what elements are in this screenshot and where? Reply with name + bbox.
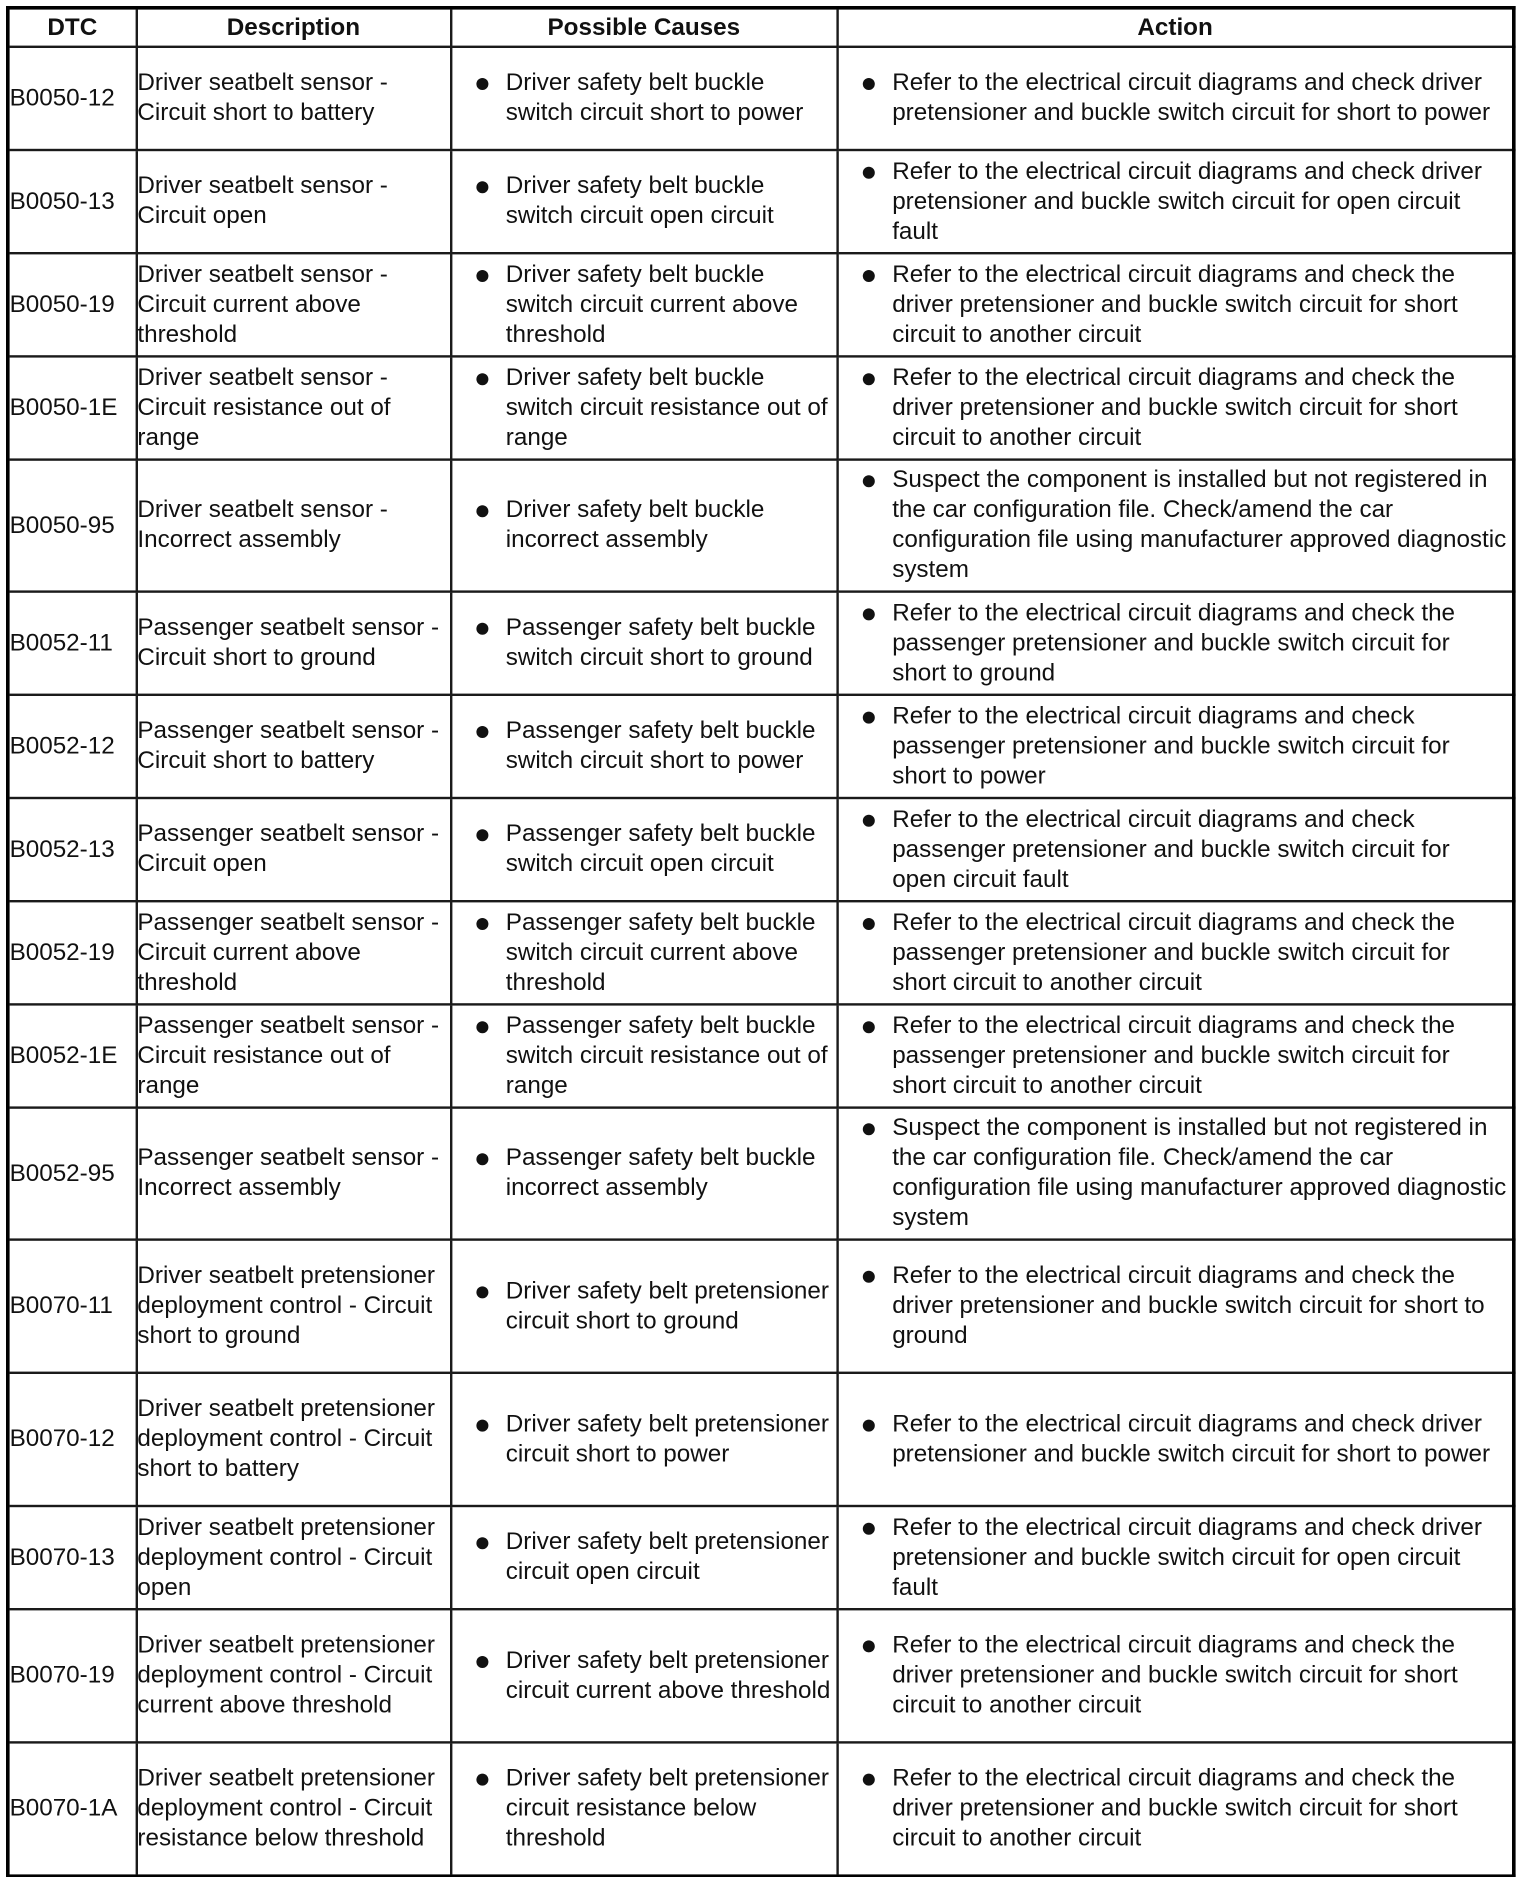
description-cell: Driver seatbelt pretensioner deployment control - Circuit short to battery — [136, 1373, 450, 1506]
cause-cell — [451, 47, 837, 150]
cause-cell — [451, 1108, 837, 1240]
description-cell: Passenger seatbelt sensor - Circuit short to battery — [136, 695, 450, 798]
action-cell — [837, 1240, 1514, 1373]
cause-bullet: Driver safety belt pretensioner circuit short to ground — [452, 1276, 836, 1336]
cause-bullet: Driver safety belt buckle switch circuit open circuit — [452, 172, 836, 232]
cause-cell — [451, 695, 837, 798]
dtc-code: B0052-19 — [8, 901, 136, 1004]
table-row — [8, 1609, 1514, 1742]
action-cell — [837, 695, 1514, 798]
description-cell: Driver seatbelt sensor - Circuit open — [136, 150, 450, 253]
action-cell — [837, 1506, 1514, 1609]
dtc-code: B0070-12 — [8, 1373, 136, 1506]
cause-cell — [451, 1506, 837, 1609]
dtc-code: B0070-1A — [8, 1742, 136, 1875]
action-bullet: Refer to the electrical circuit diagrams and check driver pretensioner and buckle switch circuit for short to power — [838, 68, 1512, 128]
header-action: Action — [837, 8, 1514, 47]
action-bullet: Suspect the component is installed but not registered in the car configuration file. Check/amend the car configuration file using manufacturer approved diagnostic system — [838, 466, 1512, 586]
action-cell — [837, 460, 1514, 592]
dtc-code: B0052-12 — [8, 695, 136, 798]
cause-bullet: Passenger safety belt buckle switch circuit short to ground — [452, 613, 836, 673]
cause-bullet: Passenger safety belt buckle incorrect assembly — [452, 1144, 836, 1204]
table-row — [8, 460, 1514, 592]
action-cell — [837, 1004, 1514, 1107]
cause-bullet: Driver safety belt buckle switch circuit short to power — [452, 68, 836, 128]
description-cell: Driver seatbelt sensor - Circuit short to battery — [136, 47, 450, 150]
description-cell: Passenger seatbelt sensor - Circuit open — [136, 798, 450, 901]
dtc-code: B0052-13 — [8, 798, 136, 901]
table-row — [8, 356, 1514, 459]
table-row — [8, 1506, 1514, 1609]
table-row — [8, 592, 1514, 695]
table-row — [8, 798, 1514, 901]
action-cell — [837, 47, 1514, 150]
description-cell: Passenger seatbelt sensor - Circuit current above threshold — [136, 901, 450, 1004]
action-cell — [837, 901, 1514, 1004]
cause-cell — [451, 1609, 837, 1742]
cause-bullet: Driver safety belt buckle incorrect assembly — [452, 496, 836, 556]
table-row — [8, 1240, 1514, 1373]
action-cell — [837, 253, 1514, 356]
dtc-code: B0050-95 — [8, 460, 136, 592]
header-row — [8, 8, 1514, 47]
dtc-code: B0070-13 — [8, 1506, 136, 1609]
action-bullet: Refer to the electrical circuit diagrams and check the driver pretensioner and buckle switch circuit for short circuit to another circuit — [838, 1631, 1512, 1721]
cause-bullet: Driver safety belt pretensioner circuit resistance below threshold — [452, 1764, 836, 1854]
cause-cell — [451, 253, 837, 356]
action-bullet: Refer to the electrical circuit diagrams and check passenger pretensioner and buckle switch circuit for open circuit fault — [838, 805, 1512, 895]
cause-cell — [451, 1373, 837, 1506]
table-row — [8, 47, 1514, 150]
action-bullet: Refer to the electrical circuit diagrams and check the driver pretensioner and buckle switch circuit for short circuit to another circuit — [838, 260, 1512, 350]
dtc-code: B0070-11 — [8, 1240, 136, 1373]
dtc-code: B0050-13 — [8, 150, 136, 253]
action-bullet: Refer to the electrical circuit diagrams and check passenger pretensioner and buckle switch circuit for short to power — [838, 701, 1512, 791]
cause-bullet: Passenger safety belt buckle switch circuit current above threshold — [452, 908, 836, 998]
action-cell — [837, 1373, 1514, 1506]
header-dtc: DTC — [8, 8, 136, 47]
action-cell — [837, 798, 1514, 901]
cause-cell — [451, 798, 837, 901]
cause-bullet: Passenger safety belt buckle switch circuit short to power — [452, 716, 836, 776]
action-bullet: Refer to the electrical circuit diagrams and check driver pretensioner and buckle switch circuit for short to power — [838, 1409, 1512, 1469]
header-possible-causes: Possible Causes — [451, 8, 837, 47]
cause-cell — [451, 901, 837, 1004]
description-cell: Driver seatbelt sensor - Circuit current above threshold — [136, 253, 450, 356]
action-bullet: Refer to the electrical circuit diagrams and check the driver pretensioner and buckle switch circuit for short to ground — [838, 1261, 1512, 1351]
action-cell — [837, 150, 1514, 253]
action-bullet: Refer to the electrical circuit diagrams and check driver pretensioner and buckle switch circuit for open circuit fault — [838, 157, 1512, 247]
action-bullet: Refer to the electrical circuit diagrams and check the passenger pretensioner and buckle switch circuit for short circuit to another circuit — [838, 1011, 1512, 1101]
description-cell: Driver seatbelt sensor - Circuit resistance out of range — [136, 356, 450, 459]
action-cell — [837, 356, 1514, 459]
description-cell: Driver seatbelt sensor - Incorrect assembly — [136, 460, 450, 592]
table-row — [8, 253, 1514, 356]
table-row — [8, 1004, 1514, 1107]
cause-cell — [451, 150, 837, 253]
table-row — [8, 1373, 1514, 1506]
dtc-code: B0070-19 — [8, 1609, 136, 1742]
dtc-code: B0050-19 — [8, 253, 136, 356]
header-description: Description — [136, 8, 450, 47]
action-bullet: Refer to the electrical circuit diagrams and check the passenger pretensioner and buckle switch circuit for short to ground — [838, 598, 1512, 688]
cause-bullet: Passenger safety belt buckle switch circuit open circuit — [452, 820, 836, 880]
table-row — [8, 695, 1514, 798]
action-bullet: Refer to the electrical circuit diagrams and check driver pretensioner and buckle switch circuit for open circuit fault — [838, 1513, 1512, 1603]
dtc-code: B0052-11 — [8, 592, 136, 695]
cause-cell — [451, 356, 837, 459]
table-row — [8, 1742, 1514, 1875]
dtc-code: B0050-12 — [8, 47, 136, 150]
action-bullet: Suspect the component is installed but not registered in the car configuration file. Check/amend the car configuration file using manufacturer approved diagnostic system — [838, 1114, 1512, 1234]
table-row — [8, 150, 1514, 253]
cause-bullet: Driver safety belt buckle switch circuit resistance out of range — [452, 363, 836, 453]
action-cell — [837, 1742, 1514, 1875]
dtc-code: B0052-95 — [8, 1108, 136, 1240]
description-cell: Driver seatbelt pretensioner deployment control - Circuit resistance below threshold — [136, 1742, 450, 1875]
cause-cell — [451, 1240, 837, 1373]
description-cell: Driver seatbelt pretensioner deployment control - Circuit short to ground — [136, 1240, 450, 1373]
description-cell: Driver seatbelt pretensioner deployment control - Circuit open — [136, 1506, 450, 1609]
cause-cell — [451, 592, 837, 695]
action-cell — [837, 1108, 1514, 1240]
description-cell: Passenger seatbelt sensor - Circuit resistance out of range — [136, 1004, 450, 1107]
cause-cell — [451, 1742, 837, 1875]
dtc-code: B0050-1E — [8, 356, 136, 459]
cause-bullet: Driver safety belt pretensioner circuit short to power — [452, 1409, 836, 1469]
cause-bullet: Passenger safety belt buckle switch circuit resistance out of range — [452, 1011, 836, 1101]
table-row — [8, 1108, 1514, 1240]
cause-cell — [451, 1004, 837, 1107]
description-cell: Passenger seatbelt sensor - Circuit short to ground — [136, 592, 450, 695]
cause-bullet: Driver safety belt pretensioner circuit open circuit — [452, 1528, 836, 1588]
table-body — [8, 47, 1514, 1876]
action-bullet: Refer to the electrical circuit diagrams and check the driver pretensioner and buckle switch circuit for short circuit to another circuit — [838, 363, 1512, 453]
description-cell: Driver seatbelt pretensioner deployment control - Circuit current above threshold — [136, 1609, 450, 1742]
cause-bullet: Driver safety belt buckle switch circuit current above threshold — [452, 260, 836, 350]
table-row — [8, 901, 1514, 1004]
cause-cell — [451, 460, 837, 592]
action-bullet: Refer to the electrical circuit diagrams and check the driver pretensioner and buckle switch circuit for short circuit to another circuit — [838, 1764, 1512, 1854]
action-cell — [837, 592, 1514, 695]
dtc-table — [6, 6, 1516, 1877]
action-bullet: Refer to the electrical circuit diagrams and check the passenger pretensioner and buckle switch circuit for short circuit to another circuit — [838, 908, 1512, 998]
description-cell: Passenger seatbelt sensor - Incorrect assembly — [136, 1108, 450, 1240]
action-cell — [837, 1609, 1514, 1742]
cause-bullet: Driver safety belt pretensioner circuit current above threshold — [452, 1646, 836, 1706]
dtc-code: B0052-1E — [8, 1004, 136, 1107]
